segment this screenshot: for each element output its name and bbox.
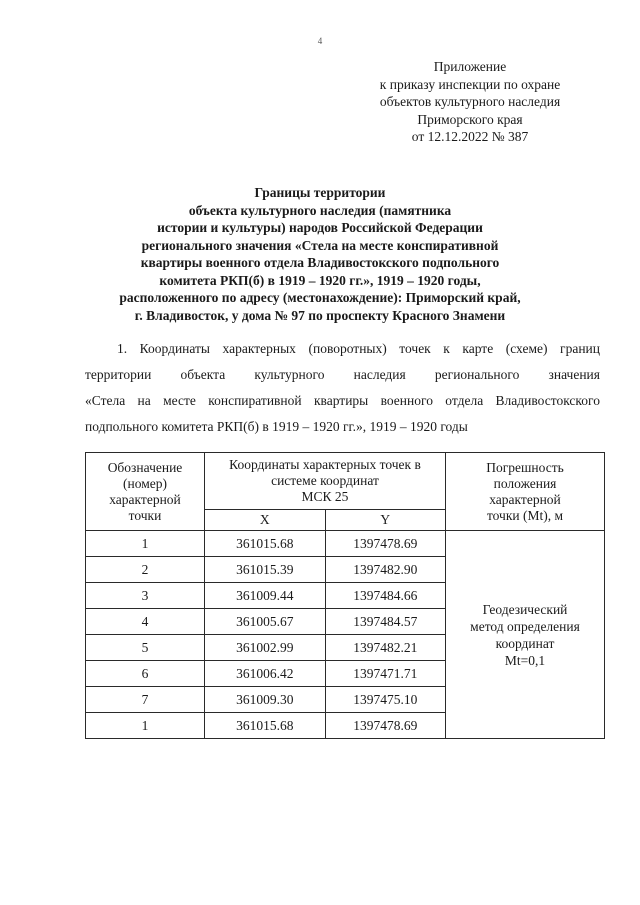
y-cell: 1397482.21: [325, 635, 446, 661]
appendix-line: объектов культурного наследия: [379, 94, 561, 109]
x-cell: 361006.42: [205, 661, 326, 687]
paragraph-line: «Стела на месте конспиративной квартиры военного отдела Владивостокского: [85, 393, 600, 408]
point-cell: 4: [86, 609, 205, 635]
paragraph-line: 1. Координаты характерных (поворотных) точек к карте (схеме) границ: [117, 341, 600, 356]
point-cell: 3: [86, 583, 205, 609]
title-line: комитета РКП(б) в 1919 – 1920 гг.», 1919 – 1920 годы,: [159, 272, 481, 288]
x-cell: 361015.39: [205, 557, 326, 583]
table-row: [86, 531, 605, 557]
title-line: г. Владивосток, у дома № 97 по проспекту Красного Знамени: [134, 307, 506, 323]
header-error: Погрешность положения характерной точки (Mt), м: [446, 453, 605, 531]
x-cell: 361015.68: [205, 531, 326, 557]
x-cell: 361005.67: [205, 609, 326, 635]
y-cell: 1397482.90: [325, 557, 446, 583]
header-y: Y: [325, 510, 446, 531]
header-x: X: [205, 510, 326, 531]
header-coordinates: Координаты характерных точек в системе координат МСК 25: [205, 453, 446, 510]
coordinates-paragraph: [85, 336, 600, 440]
title-line: Границы территории: [254, 185, 386, 200]
appendix-line: к приказу инспекции по охране: [379, 76, 561, 92]
appendix-line: Приморского края: [417, 111, 523, 127]
title-line: расположенного по адресу (местонахождение): Приморский край,: [119, 290, 521, 305]
appendix-line: от 12.12.2022 № 387: [411, 129, 529, 144]
x-cell: 361009.44: [205, 583, 326, 609]
method-cell: Геодезический метод определения координат Mt=0,1: [446, 531, 605, 739]
title-line: квартиры военного отдела Владивостокского подпольного: [140, 255, 500, 270]
point-cell: 2: [86, 557, 205, 583]
y-cell: 1397475.10: [325, 687, 446, 713]
x-cell: 361015.68: [205, 713, 326, 739]
y-cell: 1397478.69: [325, 531, 446, 557]
title-line: истории и культуры) народов Российской Федерации: [157, 220, 483, 235]
y-cell: 1397484.66: [325, 583, 446, 609]
paragraph-line: подпольного комитета РКП(б) в 1919 – 1920 гг.», 1919 – 1920 годы: [85, 419, 468, 434]
y-cell: 1397484.57: [325, 609, 446, 635]
document-title: [60, 184, 580, 324]
x-cell: 361009.30: [205, 687, 326, 713]
page-number: 4: [317, 36, 323, 46]
title-line: регионального значения «Стела на месте конспиративной: [141, 237, 499, 253]
appendix-block: [340, 58, 600, 146]
point-cell: 7: [86, 687, 205, 713]
x-cell: 361002.99: [205, 635, 326, 661]
header-point-code: Обозначение (номер) характерной точки: [86, 453, 205, 531]
point-cell: 5: [86, 635, 205, 661]
point-cell: 1: [86, 713, 205, 739]
appendix-line: Приложение: [433, 59, 507, 74]
y-cell: 1397478.69: [325, 713, 446, 739]
point-cell: 6: [86, 661, 205, 687]
y-cell: 1397471.71: [325, 661, 446, 687]
coordinates-table: [85, 452, 605, 739]
coordinates-table-wrap: [85, 452, 605, 739]
point-cell: 1: [86, 531, 205, 557]
paragraph-line: территории объекта культурного наследия регионального значения: [85, 367, 600, 382]
title-line: объекта культурного наследия (памятника: [188, 202, 452, 218]
